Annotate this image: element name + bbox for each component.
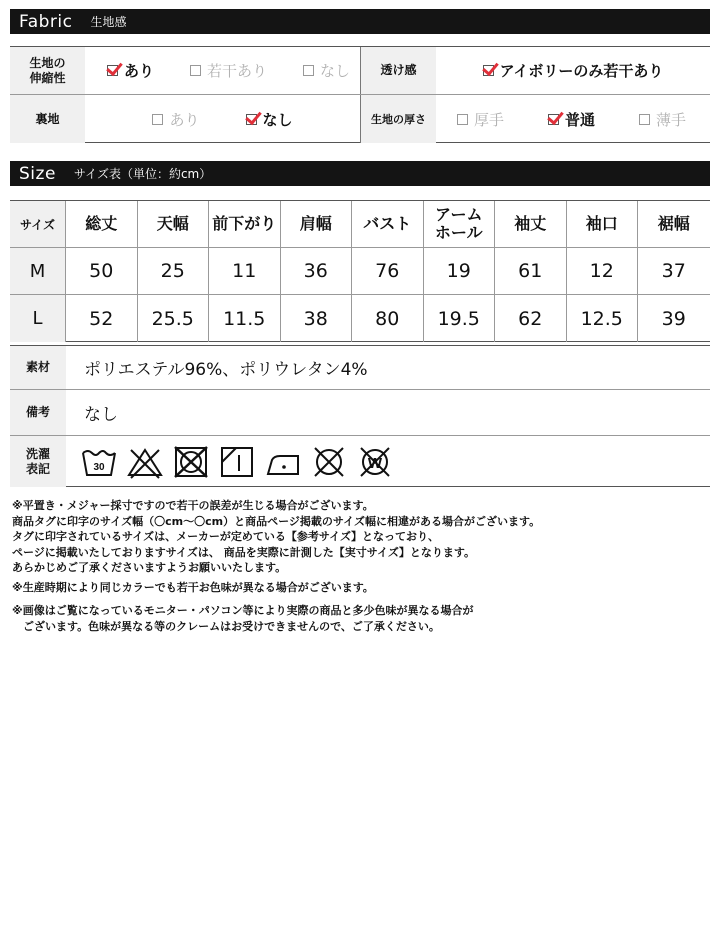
wash-30-icon xyxy=(80,444,118,480)
no-wet-clean-icon xyxy=(356,444,394,480)
note-line: ページに掲載いたしておりますサイズは、 商品を実際に計測した【実寸サイズ】となります。 xyxy=(12,545,475,559)
fabric-table xyxy=(10,46,710,143)
value-cell: 19 xyxy=(424,248,496,294)
line-dry-shade-icon xyxy=(218,444,256,480)
lining-label: 裏地 xyxy=(10,95,85,143)
value-cell: 36 xyxy=(281,248,353,294)
lining-options xyxy=(85,95,361,143)
svg-text:W: W xyxy=(367,454,383,472)
size-cell: L xyxy=(10,295,66,342)
lining-option-no[interactable]: なし xyxy=(246,109,293,130)
care-row xyxy=(10,436,710,487)
header-cell: 裾幅 xyxy=(657,214,690,233)
checkbox-checked-icon xyxy=(246,114,257,125)
size-header-row xyxy=(10,201,710,248)
fabric-row-2 xyxy=(10,95,710,143)
value-cell: 11 xyxy=(209,248,281,294)
care-icons xyxy=(66,436,394,487)
value-cell: 37 xyxy=(661,260,686,282)
stretch-option-yes[interactable]: あり xyxy=(107,60,154,81)
thickness-label: 生地の厚さ xyxy=(361,95,436,143)
header-cell: サイズ xyxy=(10,201,66,247)
value-cell: 25.5 xyxy=(138,295,210,342)
no-tumble-dry-icon xyxy=(172,444,210,480)
value-cell: 12.5 xyxy=(567,295,639,342)
thickness-option-thick[interactable]: 厚手 xyxy=(457,109,504,130)
lining-option-yes[interactable]: あり xyxy=(152,109,199,130)
notes-block xyxy=(12,498,712,634)
checkbox-checked-icon xyxy=(483,65,494,76)
note-line: ※生産時期により同じカラーでも若干お色味が異なる場合がございます。 xyxy=(12,580,374,594)
svg-text:30: 30 xyxy=(93,461,105,473)
value-cell: 19.5 xyxy=(424,295,496,342)
value-cell: 12 xyxy=(567,248,639,294)
size-title-jp: サイズ表（単位：約cm） xyxy=(73,167,212,181)
notes-label: 備考 xyxy=(10,390,66,435)
note-line: ※平置き・メジャー採寸ですので若干の誤差が生じる場合がございます。 xyxy=(12,499,374,512)
checkbox-checked-icon xyxy=(548,114,559,125)
sheer-option-ivory[interactable]: アイボリーのみ若干あり xyxy=(483,60,664,81)
thickness-option-thin[interactable]: 薄手 xyxy=(639,109,686,130)
value-cell: 61 xyxy=(495,248,567,294)
value-cell: 50 xyxy=(66,248,138,294)
size-header-bar xyxy=(10,161,710,186)
stretch-options xyxy=(85,47,361,94)
checkbox-icon xyxy=(639,114,650,125)
value-cell: 76 xyxy=(352,248,424,294)
header-cell: 袖丈 xyxy=(495,201,567,247)
value-cell: 80 xyxy=(352,295,424,342)
value-cell: 52 xyxy=(66,295,138,342)
size-cell: M xyxy=(10,248,66,294)
checkbox-icon xyxy=(190,65,201,76)
fabric-row-1 xyxy=(10,47,710,95)
no-dry-clean-icon xyxy=(310,444,348,480)
table-row xyxy=(10,295,710,342)
material-value: ポリエステル96%、ポリウレタン4% xyxy=(84,360,368,380)
stretch-option-no[interactable]: なし xyxy=(303,60,350,81)
notes-row xyxy=(10,390,710,436)
value-cell: 25 xyxy=(138,248,210,294)
note-line: タグに印字されているサイズは、メーカーが定めている【参考サイズ】となっており、 xyxy=(12,530,440,543)
sheer-options xyxy=(436,47,710,94)
fabric-header-bar xyxy=(10,9,710,34)
header-cell: 袖口 xyxy=(567,201,639,247)
details-table xyxy=(10,345,710,487)
checkbox-icon xyxy=(152,114,163,125)
value-cell: 11.5 xyxy=(209,295,281,342)
notes-value: なし xyxy=(84,405,118,425)
header-cell: バスト xyxy=(352,201,424,247)
note-line: ございます。色味が異なる等のクレームはお受けできませんので、ご了承ください。 xyxy=(12,619,440,633)
stretch-label: 生地の 伸縮性 xyxy=(10,47,85,94)
fabric-title-jp: 生地感 xyxy=(90,15,127,29)
checkbox-icon xyxy=(303,65,314,76)
care-label: 洗濯 表記 xyxy=(10,436,66,487)
header-cell: アーム ホール xyxy=(424,201,496,247)
material-label: 素材 xyxy=(10,346,66,389)
no-bleach-icon xyxy=(126,444,164,480)
thickness-options xyxy=(436,95,710,143)
thickness-option-normal[interactable]: 普通 xyxy=(548,109,595,130)
note-line: 商品タグに印字のサイズ幅（〇cm〜〇cm）と商品ページ掲載のサイズ幅に相違がある場合がございます。 xyxy=(12,514,541,528)
size-title-en: Size xyxy=(19,163,56,184)
sheer-label: 透け感 xyxy=(361,47,436,94)
note-line: あらかじめご了承くださいますようお願いいたします。 xyxy=(12,561,287,574)
iron-low-icon xyxy=(264,444,302,480)
material-row xyxy=(10,346,710,390)
value-cell: 38 xyxy=(281,295,353,342)
stretch-option-slight[interactable]: 若干あり xyxy=(190,60,267,81)
fabric-title-en: Fabric xyxy=(19,11,73,32)
header-cell: 肩幅 xyxy=(281,201,353,247)
checkbox-icon xyxy=(457,114,468,125)
size-table xyxy=(10,200,710,342)
header-cell: 総丈 xyxy=(66,201,138,247)
table-row xyxy=(10,248,710,295)
checkbox-checked-icon xyxy=(107,65,118,76)
header-cell: 前下がり xyxy=(209,201,281,247)
value-cell: 39 xyxy=(661,307,686,330)
note-line: ※画像はご覧になっているモニター・パソコン等により実際の商品と多少色味が異なる場合が xyxy=(12,604,474,617)
header-cell: 天幅 xyxy=(138,201,210,247)
value-cell: 62 xyxy=(495,295,567,342)
